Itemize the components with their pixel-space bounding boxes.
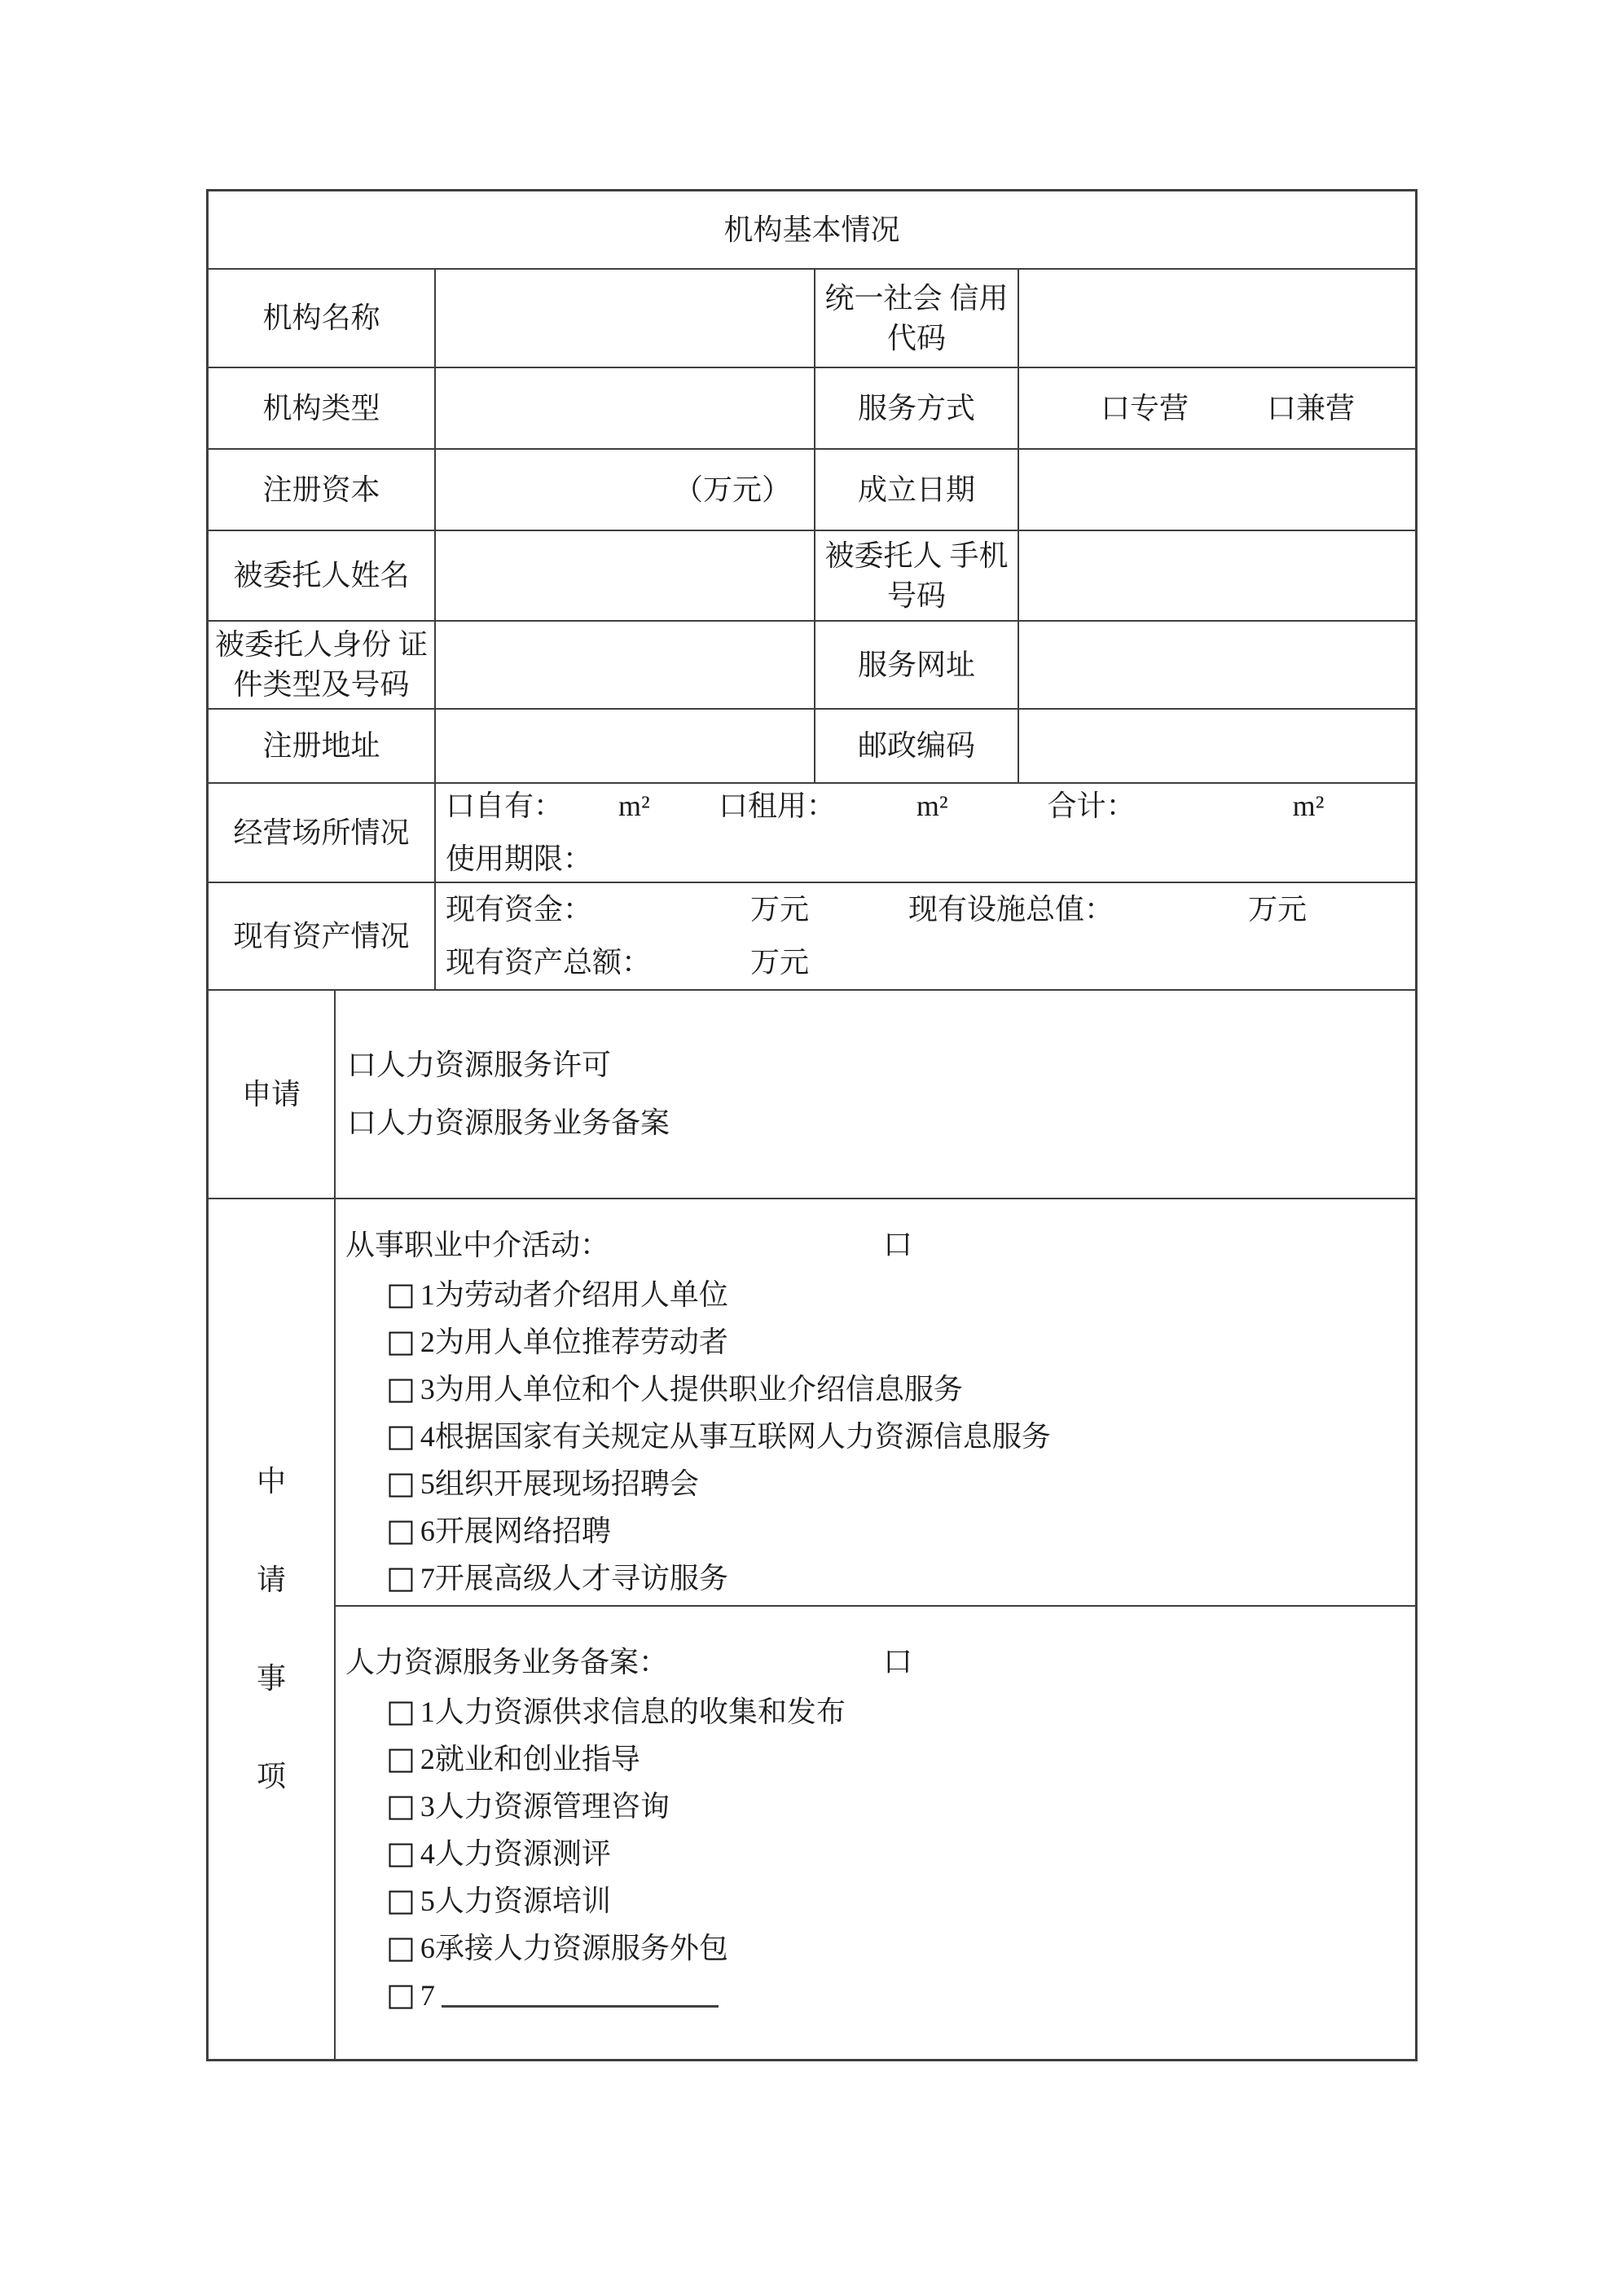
establish-date-value-cell[interactable] [1019, 450, 1415, 530]
item-label: 5人力资源培训 [420, 1884, 611, 1917]
intermediary-item-5[interactable] [336, 1460, 1415, 1507]
assets-facility-label: 现有设施总值： [908, 893, 1114, 926]
intermediary-heading: 从事职业中介活动： [345, 1228, 610, 1261]
intermediary-item-6[interactable] [336, 1507, 1415, 1555]
matters-label-char-3: 事 [256, 1661, 286, 1695]
record-item-7[interactable] [336, 1972, 1415, 2019]
matters-label-char-2: 请 [256, 1563, 286, 1596]
item-label: 2为用人单位推荐劳动者 [420, 1325, 728, 1358]
row-reg-capital [209, 450, 1415, 531]
intermediary-item-2[interactable] [336, 1318, 1415, 1366]
assets-fund-label: 现有资金： [446, 893, 593, 926]
credit-code-label-line1: 统一社会 信用 [824, 281, 1009, 314]
delegate-id-label-line2: 件类型及号码 [233, 668, 410, 701]
premises-rent-unit: m² [916, 790, 948, 823]
service-mode-label: 服务方式 [815, 368, 1019, 448]
item-label: 7 [420, 1978, 435, 2012]
premises-own-label: 自有： [475, 790, 564, 823]
item-label: 3人力资源管理咨询 [420, 1789, 670, 1823]
option-exclusive[interactable] [1101, 389, 1189, 429]
page-title: 机构基本情况 [723, 213, 900, 246]
item-label: 1人力资源供求信息的收集和发布 [420, 1695, 846, 1728]
service-site-label: 服务网址 [815, 622, 1019, 708]
row-premises [209, 784, 1415, 883]
item-label: 3为用人单位和个人提供职业介绍信息服务 [420, 1372, 963, 1405]
org-type-value-cell[interactable] [436, 368, 815, 448]
premises-rent-label: 租用： [747, 790, 836, 823]
record-item-4[interactable] [336, 1830, 1415, 1877]
checkbox-icon[interactable]: □ [386, 1512, 415, 1549]
apply-option-record-label: 人力资源服务业务备案 [376, 1106, 670, 1139]
item-label: 6承接人力资源服务外包 [420, 1931, 728, 1964]
delegate-phone-label [815, 531, 1019, 620]
service-mode-options-cell [1019, 368, 1415, 448]
intermediary-item-4[interactable] [336, 1413, 1415, 1460]
apply-options-cell [336, 991, 1415, 1198]
record-item-6[interactable] [336, 1924, 1415, 1972]
row-matters [209, 1199, 1415, 2059]
reg-address-value-cell[interactable] [436, 710, 815, 782]
assets-content-cell [436, 883, 1415, 989]
checkbox-icon[interactable]: □ [386, 1418, 415, 1454]
row-delegate-id [209, 622, 1415, 710]
row-apply [209, 991, 1415, 1199]
premises-own-unit: m² [618, 790, 650, 823]
intermediary-item-1[interactable] [336, 1271, 1415, 1318]
option-concurrent-label: 兼营 [1296, 391, 1356, 424]
intermediary-item-7[interactable] [336, 1555, 1415, 1602]
apply-option-license-label: 人力资源服务许可 [376, 1049, 612, 1082]
assets-fund-unit: 万元 [750, 893, 810, 926]
option-concurrent[interactable] [1267, 389, 1355, 429]
premises-content-cell [436, 784, 1415, 882]
record-item-5[interactable] [336, 1877, 1415, 1924]
row-org-name [209, 270, 1415, 368]
record-heading-line [336, 1636, 1415, 1688]
matters-label-char-4: 项 [256, 1760, 286, 1793]
checkbox-icon[interactable]: □ [386, 1929, 415, 1966]
checkbox-icon[interactable]: □ [386, 1977, 415, 2013]
intermediary-heading-line [336, 1219, 1415, 1271]
delegate-phone-label-line2: 号码 [886, 578, 946, 612]
org-basic-info-table [206, 189, 1418, 2061]
checkbox-icon-rent[interactable]: 口 [718, 790, 748, 823]
assets-facility-unit: 万元 [1248, 893, 1308, 926]
intermediary-items [336, 1271, 1415, 1602]
title-row [209, 191, 1415, 270]
record-item-2[interactable] [336, 1735, 1415, 1783]
checkbox-icon-record[interactable]: 口 [347, 1106, 377, 1139]
premises-total-label: 合计： [1047, 790, 1136, 823]
reg-capital-value-cell[interactable] [436, 450, 815, 530]
establish-date-label: 成立日期 [815, 450, 1019, 530]
checkbox-icon[interactable]: □ [386, 1788, 415, 1824]
delegate-name-value-cell[interactable] [436, 531, 815, 620]
checkbox-icon[interactable]: □ [386, 1323, 415, 1360]
apply-option-license[interactable] [347, 1045, 611, 1085]
reg-address-label: 注册地址 [209, 710, 436, 782]
checkbox-icon-intermediary[interactable]: 口 [883, 1228, 913, 1261]
delegate-id-label-line1: 被委托人身份 证 [215, 628, 429, 662]
assets-line1 [446, 890, 1307, 930]
premises-rent-group [719, 786, 836, 826]
item-label: 4根据国家有关规定从事互联网人力资源信息服务 [420, 1419, 1051, 1453]
assets-label: 现有资产情况 [209, 883, 436, 989]
item-label: 2就业和创业指导 [420, 1742, 640, 1775]
checkbox-icon[interactable]: □ [386, 1276, 415, 1313]
delegate-id-label [209, 622, 436, 708]
checkbox-icon-own[interactable]: 口 [446, 790, 476, 823]
row-assets [209, 883, 1415, 991]
checkbox-icon[interactable]: □ [386, 1740, 415, 1777]
apply-label: 申请 [209, 991, 336, 1198]
delegate-phone-value-cell[interactable] [1019, 531, 1415, 620]
checkbox-icon-record-section[interactable]: 口 [883, 1645, 913, 1678]
checkbox-icon[interactable]: □ [386, 1465, 415, 1502]
delegate-name-label: 被委托人姓名 [209, 531, 436, 620]
item-label: 1为劳动者介绍用人单位 [420, 1278, 728, 1311]
assets-total-unit: 万元 [750, 946, 810, 979]
postal-code-label: 邮政编码 [815, 710, 1019, 782]
item-label: 4人力资源测评 [420, 1836, 611, 1870]
service-site-value-cell[interactable] [1019, 622, 1415, 708]
record-item-1[interactable] [336, 1688, 1415, 1735]
section-record [336, 1607, 1415, 2059]
row-delegate-name [209, 531, 1415, 622]
credit-code-label [815, 270, 1019, 367]
delegate-id-value-cell[interactable] [436, 622, 815, 708]
credit-code-label-line2: 代码 [886, 321, 946, 354]
blank-underline[interactable] [442, 1983, 719, 2008]
record-item-3[interactable] [336, 1783, 1415, 1830]
checkbox-icon-concurrent[interactable]: 口 [1267, 391, 1297, 424]
apply-option-record[interactable] [347, 1103, 670, 1143]
postal-code-value-cell[interactable] [1019, 710, 1415, 782]
record-items [336, 1688, 1415, 2019]
item-label: 6开展网络招聘 [420, 1514, 611, 1547]
checkbox-icon[interactable]: □ [386, 1835, 415, 1872]
matters-label-char-1: 中 [256, 1465, 286, 1498]
row-org-type [209, 368, 1415, 450]
assets-total-label: 现有资产总额： [446, 946, 652, 979]
row-reg-address [209, 710, 1415, 784]
checkbox-icon[interactable]: □ [386, 1559, 415, 1596]
credit-code-value-cell[interactable] [1019, 270, 1415, 367]
reg-capital-label: 注册资本 [209, 450, 436, 530]
record-heading: 人力资源服务业务备案： [345, 1645, 669, 1678]
section-intermediary [336, 1199, 1415, 1607]
premises-total-unit: m² [1292, 790, 1325, 823]
org-type-label: 机构类型 [209, 368, 436, 448]
checkbox-icon[interactable]: □ [386, 1370, 415, 1407]
assets-line2 [446, 943, 809, 983]
intermediary-item-3[interactable] [336, 1366, 1415, 1413]
premises-line1 [446, 786, 1324, 826]
reg-capital-unit: （万元） [673, 473, 791, 506]
item-label: 5组织开展现场招聘会 [420, 1467, 699, 1500]
matters-content [336, 1199, 1415, 2059]
premises-label: 经营场所情况 [209, 784, 436, 882]
org-name-label: 机构名称 [209, 270, 436, 367]
checkbox-icon[interactable]: □ [386, 1693, 415, 1730]
item-label: 7开展高级人才寻访服务 [420, 1561, 728, 1594]
matters-label [209, 1199, 336, 2059]
delegate-phone-label-line1: 被委托人 手机 [824, 539, 1009, 572]
option-exclusive-label: 专营 [1130, 391, 1189, 424]
checkbox-icon-license[interactable]: 口 [347, 1049, 377, 1082]
checkbox-icon-exclusive[interactable]: 口 [1101, 391, 1131, 424]
premises-term-label: 使用期限： [446, 842, 593, 875]
org-name-value-cell[interactable] [436, 270, 815, 367]
checkbox-icon[interactable]: □ [386, 1882, 415, 1919]
